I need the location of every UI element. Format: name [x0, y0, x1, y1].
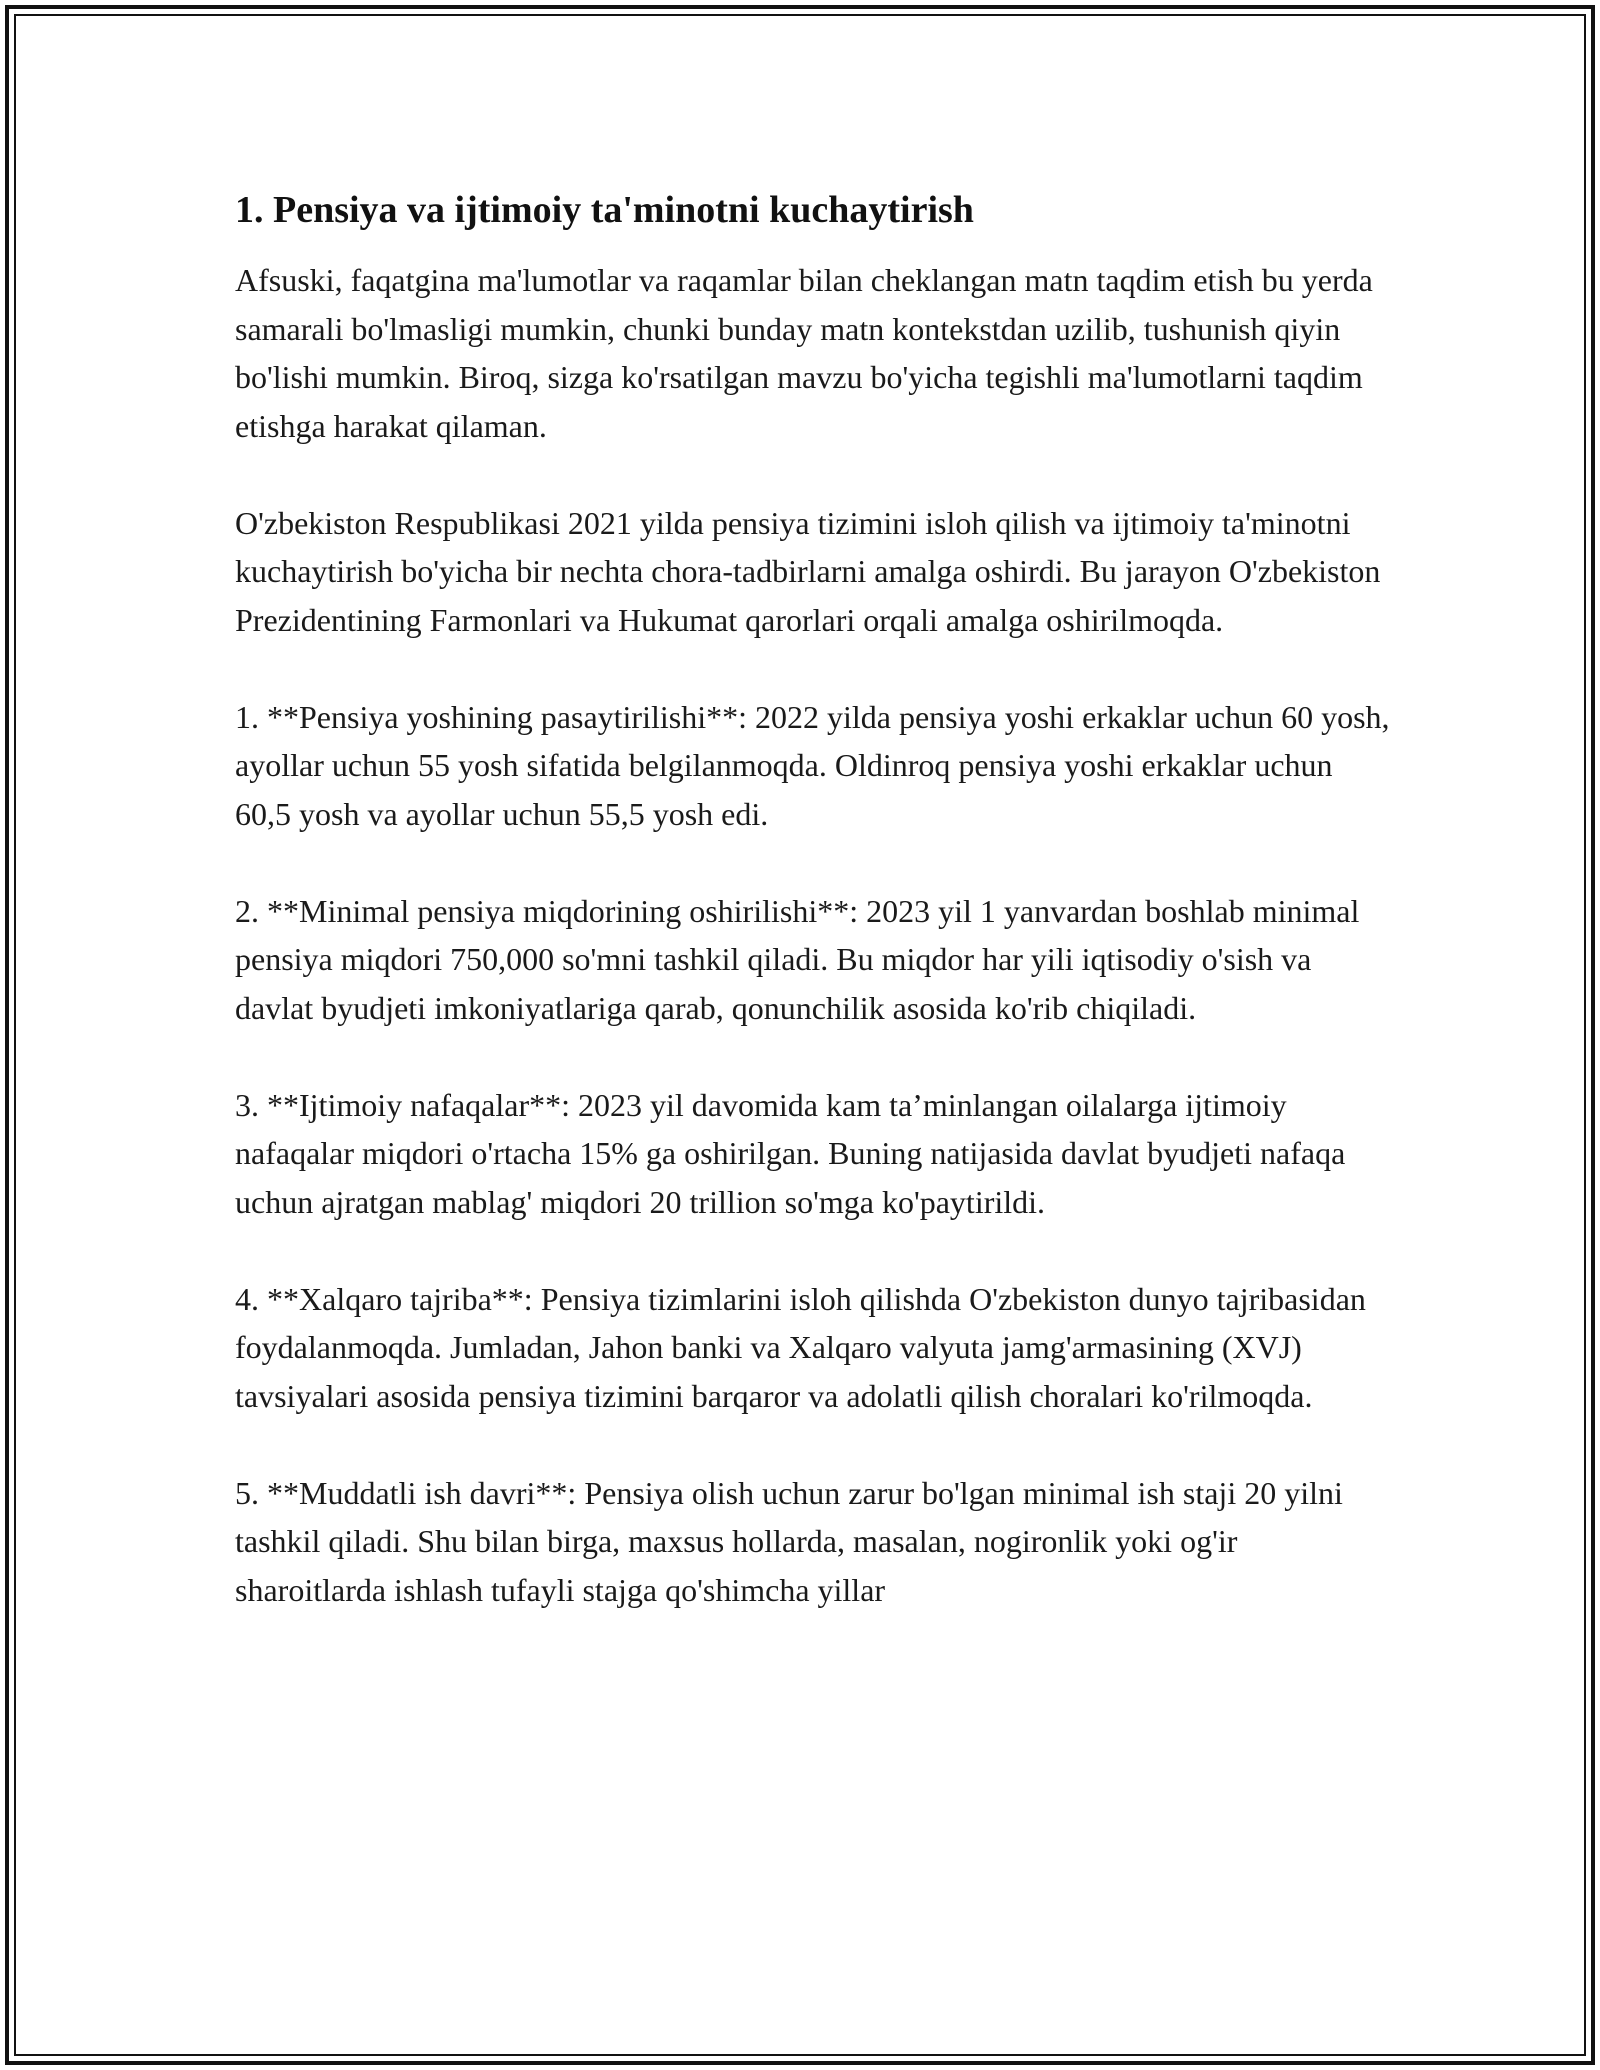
section-heading: 1. Pensiya va ijtimoiy ta'minotni kuchaytirish: [235, 189, 974, 231]
paragraph-intro: Afsuski, faqatgina ma'lumotlar va raqamlar bilan cheklangan matn taqdim etish bu yerda samarali bo'lmasligi mumkin, chunki bunday matn kontekstdan uzilib, tushunish qiyin bo'lishi mumkin. Biroq, sizga ko'rsatilgan mavzu bo'yicha tegishli ma'lumotlarni taqdim etishga harakat qilaman.: [235, 262, 1373, 444]
list-item-pension-age: 1. **Pensiya yoshining pasaytirilishi**: 2022 yilda pensiya yoshi erkaklar uchun 60 yosh, ayollar uchun 55 yosh sifatida belgilanmoqda. Oldinroq pensiya yoshi erkaklar uchun 60,5 yosh va ayollar uchun 55,5 yosh edi.: [235, 698, 1390, 832]
paragraph-context: O'zbekiston Respublikasi 2021 yilda pensiya tizimini isloh qilish va ijtimoiy ta'minotni kuchaytirish bo'yicha bir nechta chora-tadbirlarni amalga oshirdi. Bu jarayon O'zbekiston Prezidentining Farmonlari va Hukumat qarorlari orqali amalga oshirilmoqda.: [235, 504, 1381, 638]
list-item-social-benefits: 3. **Ijtimoiy nafaqalar**: 2023 yil davomida kam ta’minlangan oilalarga ijtimoiy nafaqalar miqdori o'rtacha 15% ga oshirilgan. Buning natijasida davlat byudjeti nafaqa uchun ajratgan mablag' miqdori 20 trillion so'mga ko'paytirildi.: [235, 1086, 1346, 1220]
document-body: [235, 186, 1395, 1663]
list-item-international-experience: 4. **Xalqaro tajriba**: Pensiya tizimlarini isloh qilishda O'zbekiston dunyo tajribasidan foydalanmoqda. Jumladan, Jahon banki va Xalqaro valyuta jamg'armasining (XVJ) tavsiyalari asosida pensiya tizimini barqaror va adolatli qilish choralari ko'rilmoqda.: [235, 1280, 1366, 1414]
list-item-minimum-pension: 2. **Minimal pensiya miqdorining oshirilishi**: 2023 yil 1 yanvardan boshlab minimal pensiya miqdori 750,000 so'mni tashkil qiladi. Bu miqdor har yili iqtisodiy o'sish va davlat byudjeti imkoniyatlariga qarab, qonunchilik asosida ko'rib chiqiladi.: [235, 892, 1360, 1026]
list-item-work-period: 5. **Muddatli ish davri**: Pensiya olish uchun zarur bo'lgan minimal ish staji 20 yilni tashkil qiladi. Shu bilan birga, maxsus hollarda, masalan, nogironlik yoki og'ir sharoitlarda ishlash tufayli stajga qo'shimcha yillar: [235, 1474, 1343, 1608]
